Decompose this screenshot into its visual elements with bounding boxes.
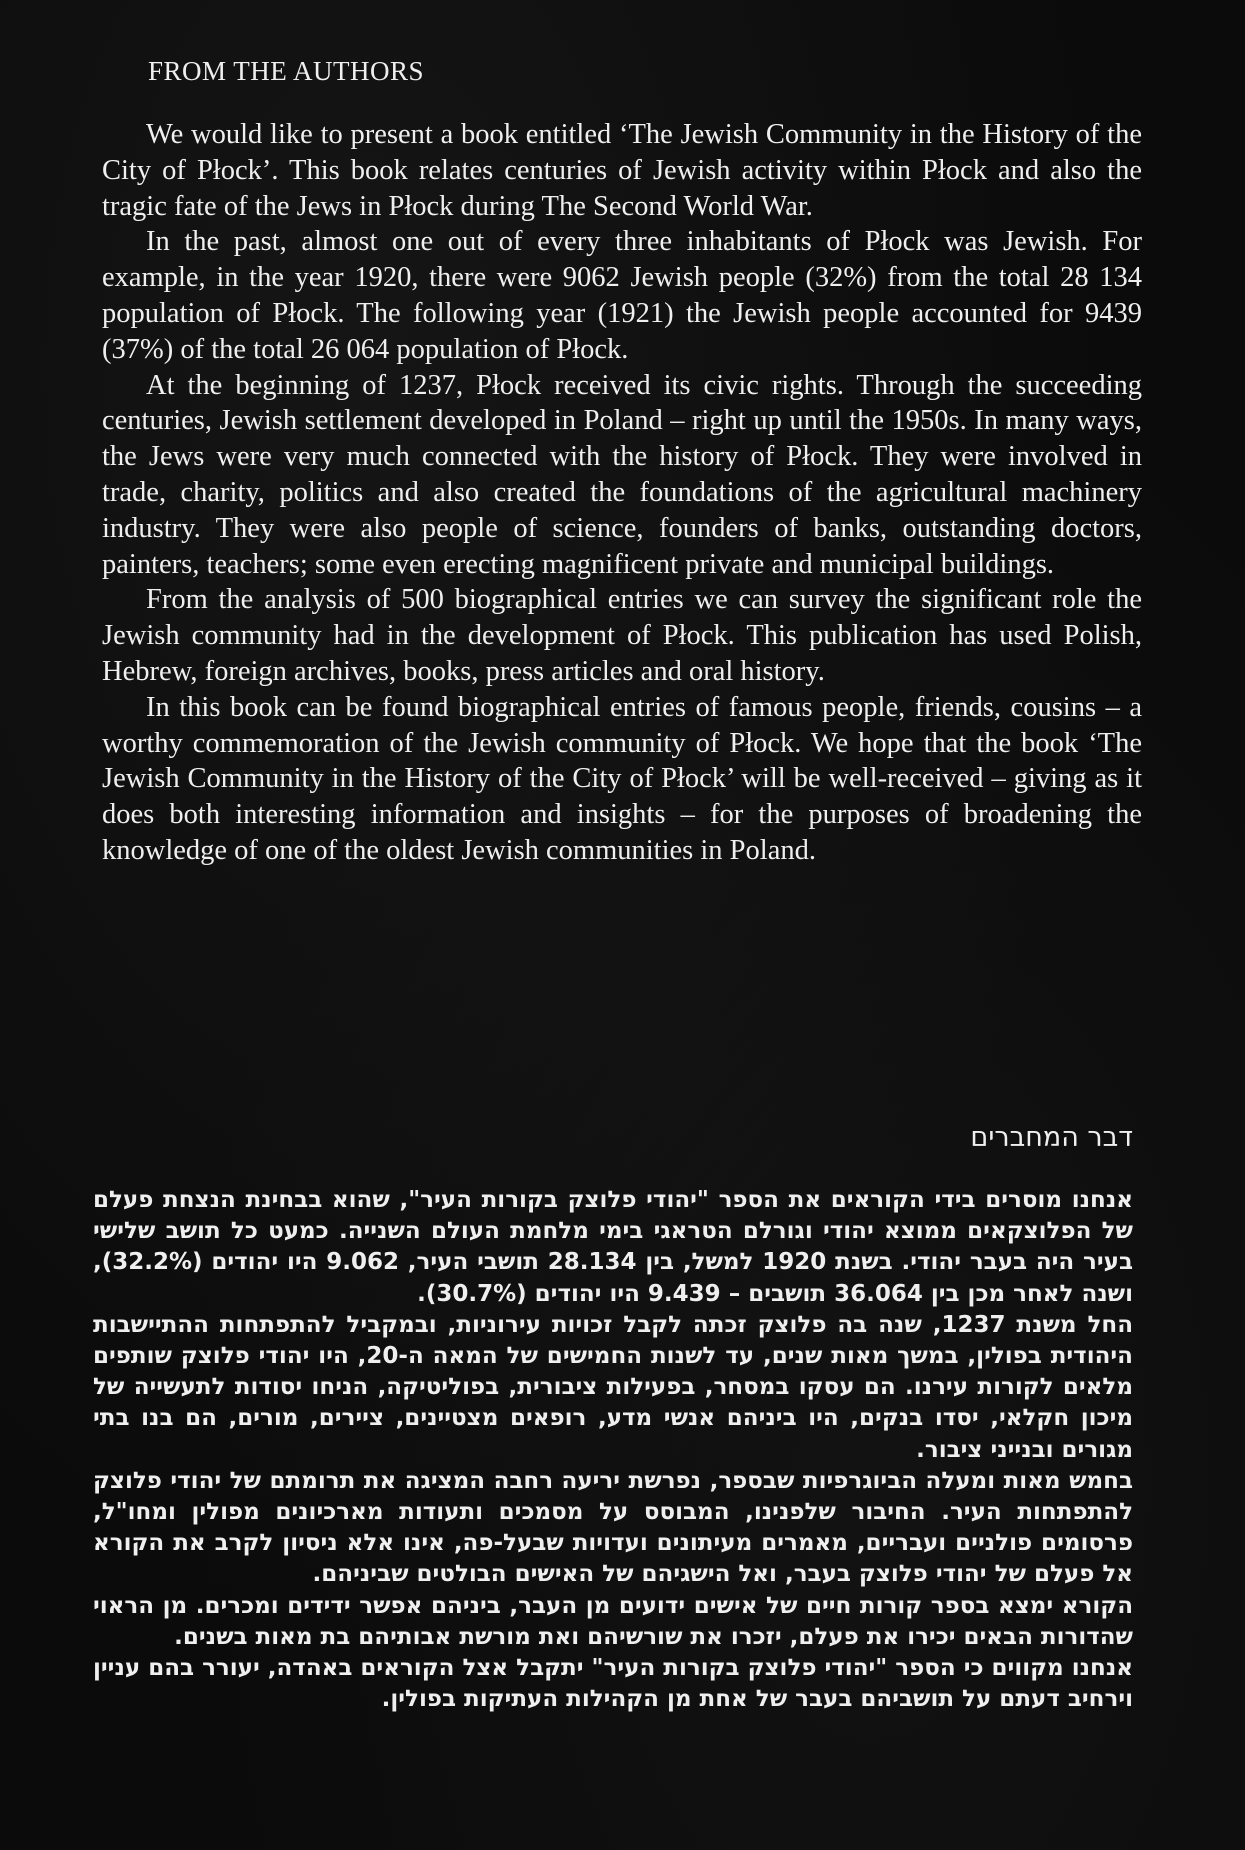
hebrew-paragraph: החל משנת 1237, שנה בה פלוצק זכתה לקבל זכויות עירוניות, ובמקביל להתפתחות ההתיישבות היהודית בפולין, במשך מאות שנים, עד לשנות החמישים של המאה ה-20, היו יהודי פלוצק שותפים מלאים לקורות עירנו. הם עסקו במסחר, בפעילות ציבורית, בפוליטיקה, הניחו יסודות לתעשייה של מיכון חקלאי, יסדו בנקים, היו ביניהם אנשי מדע, רופאים מצטיינים, ציירים, מורים, הם בנו בתי מגורים ובנייני ציבור. bbox=[93, 1311, 1134, 1463]
english-paragraph: We would like to present a book entitled ‘The Jewish Community in the History of the City of Płock’. This book relates centuries of Jewish activity within Płock and also the tragic fate of the Jews in Płock during The Second World War. bbox=[102, 119, 1142, 222]
hebrew-paragraph: הקורא ימצא בספר קורות חיים של אישים ידועים מן העבר, ביניהם אפשר ידידים ומכרים. מן הראוי שהדורות הבאים יכירו את פעלם, יזכרו את שורשיהם ואת מורשת אבותיהם בת מאות בשנים. bbox=[93, 1592, 1133, 1650]
english-paragraph: In this book can be found biographical entries of famous people, friends, cousins – a worthy commemoration of the Jewish community of Płock. We hope that the book ‘The Jewish Community in the History of the City of Płock’ will be well-received – giving as it does both interesting information and insights – for the purposes of broadening the knowledge of one of the oldest Jewish communities in Poland. bbox=[102, 691, 1142, 866]
hebrew-heading: דבר המחברים bbox=[970, 1122, 1133, 1153]
hebrew-section bbox=[93, 1122, 1133, 1715]
english-heading: FROM THE AUTHORS bbox=[148, 56, 425, 86]
hebrew-paragraph: אנחנו מוסרים בידי הקוראים את הספר "יהודי פלוצק בקורות העיר", שהוא בבחינת הנצחת פעלם של הפלוצקאים ממוצא יהודי וגורלם הטראגי בימי מלחמת העולם השנייה. כמעט כל תושב שלישי בעיר היה בעבר יהודי. בשנת 1920 למשל, בין 28.134 תושבי העיר, 9.062 היו יהודים (32.2%), ושנה לאחר מכן בין 36.064 תושבים – 9.439 היו יהודים (30.7%). bbox=[93, 1187, 1133, 1307]
english-paragraph: In the past, almost one out of every three inhabitants of Płock was Jewish. For example, in the year 1920, there were 9062 Jewish people (32%) from the total 28 134 population of Płock. The following year (1921) the Jewish people accounted for 9439 (37%) of the total 26 064 population of Płock. bbox=[102, 226, 1142, 365]
english-section bbox=[102, 56, 1142, 869]
english-paragraph: At the beginning of 1237, Płock received its civic rights. Through the succeeding centuries, Jewish settlement developed in Poland – right up until the 1950s. In many ways, the Jews were very much connected with the history of Płock. They were involved in trade, charity, politics and also created the foundations of the agricultural machinery industry. They were also people of science, founders of banks, outstanding doctors, painters, teachers; some even erecting magnificent private and municipal buildings. bbox=[102, 369, 1142, 580]
hebrew-paragraph: בחמש מאות ומעלה הביוגרפיות שבספר, נפרשת יריעה רחבה המציגה את תרומתם של יהודי פלוצק להתפתחות העיר. החיבור שלפנינו, המבוסס על מסמכים ותעודות מארכיונים מפולין ומחו"ל, פרסומים פולניים ועבריים, מאמרים מעיתונים ועדויות שבעל-פה, אינו אלא ניסיון לקרב את הקורא אל פעלם של יהודי פלוצק בעבר, ואל הישגיהם של האישים הבולטים שביניהם. bbox=[93, 1467, 1133, 1588]
english-paragraph: From the analysis of 500 biographical entries we can survey the significant role the Jewish community had in the development of Płock. This publication has used Polish, Hebrew, foreign archives, books, press articles and oral history. bbox=[102, 584, 1142, 687]
hebrew-paragraph: אנחנו מקווים כי הספר "יהודי פלוצק בקורות העיר" יתקבל אצל הקוראים באהדה, יעורר בהם עניין וירחיב דעתם על תושביהם בעבר של אחת מן הקהילות העתיקות בפולין. bbox=[93, 1655, 1133, 1713]
